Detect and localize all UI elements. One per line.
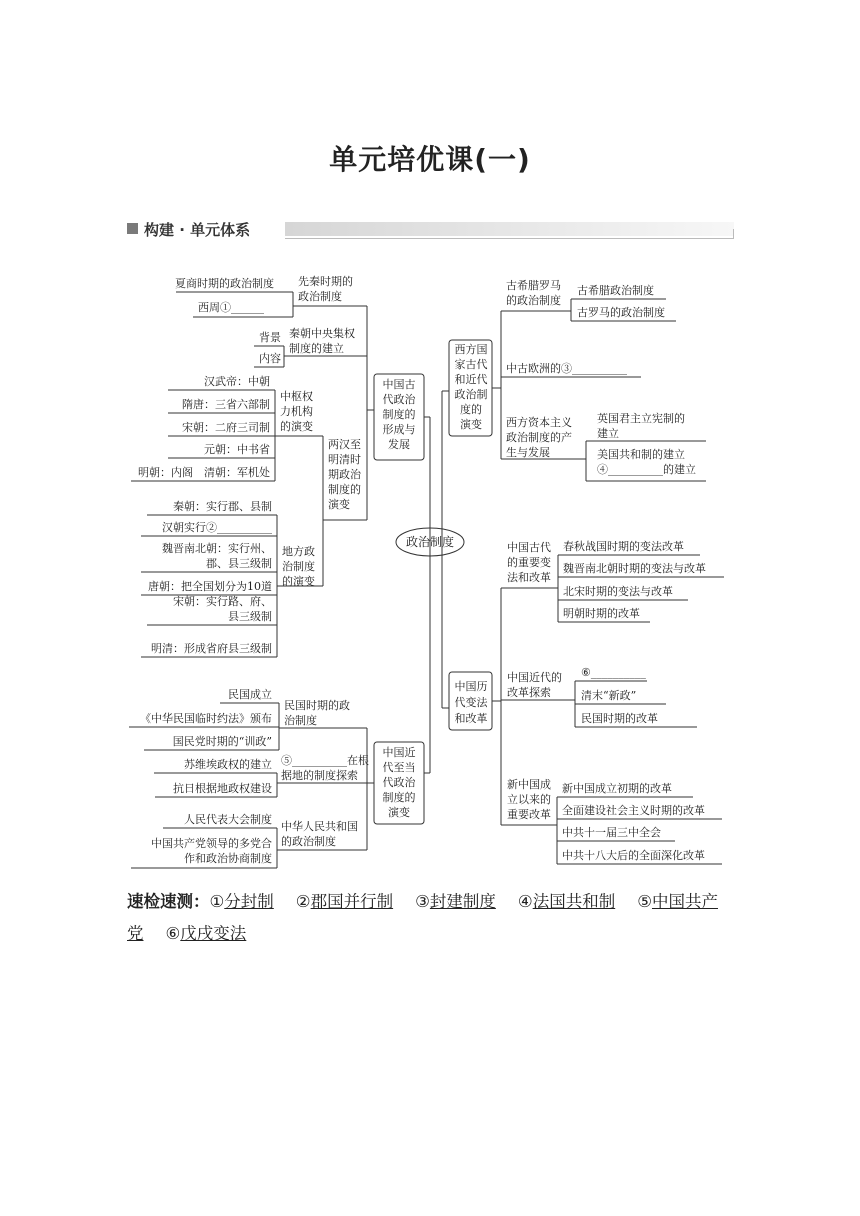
leaf-local-4: 宋朝：实行路、府、县三级制 <box>173 595 272 623</box>
quiz-answer-text: 分封制 <box>224 892 274 911</box>
quiz-answer-text: 法国共和制 <box>532 892 616 911</box>
quiz-answer <box>518 892 615 911</box>
leaf-reform-modern-0: ⑥__________ <box>581 666 646 679</box>
quiz-answer <box>210 892 274 911</box>
leaf-local-1: 汉朝实行②__________ <box>162 521 272 534</box>
leaf-minguo-1: 《中华民国临时约法》颁布 <box>140 712 272 725</box>
leaf-central-3: 元朝：中书省 <box>204 443 270 456</box>
leaf-capitalist-1: 美国共和制的建立 ④__________的建立 <box>597 448 696 476</box>
quiz-answer <box>296 892 393 911</box>
quiz-answer-number: ① <box>209 892 225 911</box>
leaf-reform-ancient-1: 魏晋南北朝时期的变法与改革 <box>563 562 706 575</box>
leaf-minguo-2: 国民党时期的“训政” <box>172 735 272 748</box>
node-local-system: 地方政治制度的演变 <box>282 545 315 588</box>
leaf-central-2: 宋朝：二府三司制 <box>182 421 270 434</box>
leaf-base-0: 苏维埃政权的建立 <box>184 758 272 771</box>
quiz-answer-text: 中国共产党 <box>127 892 718 943</box>
node-modern-china: 中国近代至当代政治制度的演变 <box>382 746 416 819</box>
node-central-power: 中枢权力机构的演变 <box>280 390 313 433</box>
node-reform: 中国历代变法和改革 <box>454 680 488 725</box>
leaf-reform-ancient-0: 春秋战国时期的变法改革 <box>563 540 684 553</box>
quiz-answer <box>415 892 496 911</box>
node-reform-new-china: 新中国成立以来的重要改革 <box>507 778 551 821</box>
leaf-prc-1: 中国共产党领导的多党合作和政治协商制度 <box>151 837 272 865</box>
leaf-base-1: 抗日根据地政权建设 <box>173 782 272 795</box>
leaf-pre-qin-western-zhou: 西周①______ <box>198 301 264 314</box>
leaf-reform-new-2: 中共十一届三中全会 <box>562 826 661 839</box>
leaf-reform-ancient-3: 明朝时期的改革 <box>563 607 640 620</box>
quiz-answer-number: ④ <box>517 892 533 911</box>
quiz-answer <box>166 924 247 943</box>
node-reform-modern: 中国近代的改革探索 <box>507 671 562 699</box>
leaf-reform-new-3: 中共十八大后的全面深化改革 <box>562 849 705 862</box>
quiz-answer-text: 郡国并行制 <box>310 892 394 911</box>
leaf-reform-new-0: 新中国成立初期的改革 <box>562 782 672 795</box>
leaf-greece-1: 古罗马的政治制度 <box>577 306 665 319</box>
page-title: 单元培优课(一) <box>329 143 531 176</box>
node-greece-rome: 古希腊罗马的政治制度 <box>506 279 561 307</box>
node-pre-qin: 先秦时期的政治制度 <box>298 275 353 303</box>
node-capitalist: 西方资本主义政治制度的产生与发展 <box>506 416 572 459</box>
quiz-answer-number: ⑤ <box>637 892 652 911</box>
quick-check-label: 速检速测： <box>127 892 210 911</box>
node-minguo: 民国时期的政治制度 <box>284 699 350 727</box>
node-qin: 秦朝中央集权制度的建立 <box>289 327 355 355</box>
quiz-answer-text: 戊戌变法 <box>180 924 247 943</box>
section-title: 构建 · 单元体系 <box>144 221 251 239</box>
leaf-reform-modern-2: 民国时期的改革 <box>581 712 658 725</box>
leaf-minguo-0: 民国成立 <box>228 688 272 701</box>
quiz-answer-number: ⑥ <box>165 924 181 943</box>
node-reform-ancient: 中国古代的重要变法和改革 <box>507 541 551 584</box>
leaf-local-3: 唐朝：把全国划分为10道 <box>148 580 272 593</box>
leaf-central-4: 明朝：内阁 清朝：军机处 <box>138 466 270 479</box>
leaf-local-2: 魏晋南北朝：实行州、郡、县三级制 <box>162 542 272 570</box>
leaf-reform-modern-1: 清末“新政” <box>581 689 637 702</box>
leaf-qin-content: 内容 <box>259 352 281 365</box>
quick-check <box>127 886 737 950</box>
leaf-central-0: 汉武帝：中朝 <box>204 375 270 388</box>
node-center: 政治制度 <box>405 535 455 549</box>
leaf-central-1: 隋唐：三省六部制 <box>182 398 270 411</box>
node-western: 西方国家古代和近代政治制度的演变 <box>454 343 488 431</box>
node-han-to-qing: 两汉至明清时期政治制度的演变 <box>328 438 361 511</box>
node-prc: 中华人民共和国的政治制度 <box>281 820 358 848</box>
leaf-qin-background: 背景 <box>259 331 281 344</box>
quiz-answer-number: ② <box>295 892 311 911</box>
leaf-reform-ancient-2: 北宋时期的变法与改革 <box>563 585 673 598</box>
node-medieval: 中古欧洲的③__________ <box>506 362 627 375</box>
leaf-pre-qin-xia-shang: 夏商时期的政治制度 <box>175 277 274 290</box>
leaf-local-5: 明清：形成省府县三级制 <box>151 642 272 655</box>
node-base-areas: ⑤__________在根据地的制度探索 <box>281 754 369 782</box>
quiz-answer-text: 封建制度 <box>429 892 496 911</box>
leaf-reform-new-1: 全面建设社会主义时期的改革 <box>562 804 705 817</box>
leaf-prc-0: 人民代表大会制度 <box>184 813 272 826</box>
leaf-capitalist-0: 英国君主立宪制的建立 <box>597 412 685 440</box>
quiz-answer-number: ③ <box>415 892 430 911</box>
node-ancient-china: 中国古代政治制度的形成与发展 <box>382 378 416 451</box>
leaf-greece-0: 古希腊政治制度 <box>577 284 654 297</box>
leaf-local-0: 秦朝：实行郡、县制 <box>173 500 272 513</box>
